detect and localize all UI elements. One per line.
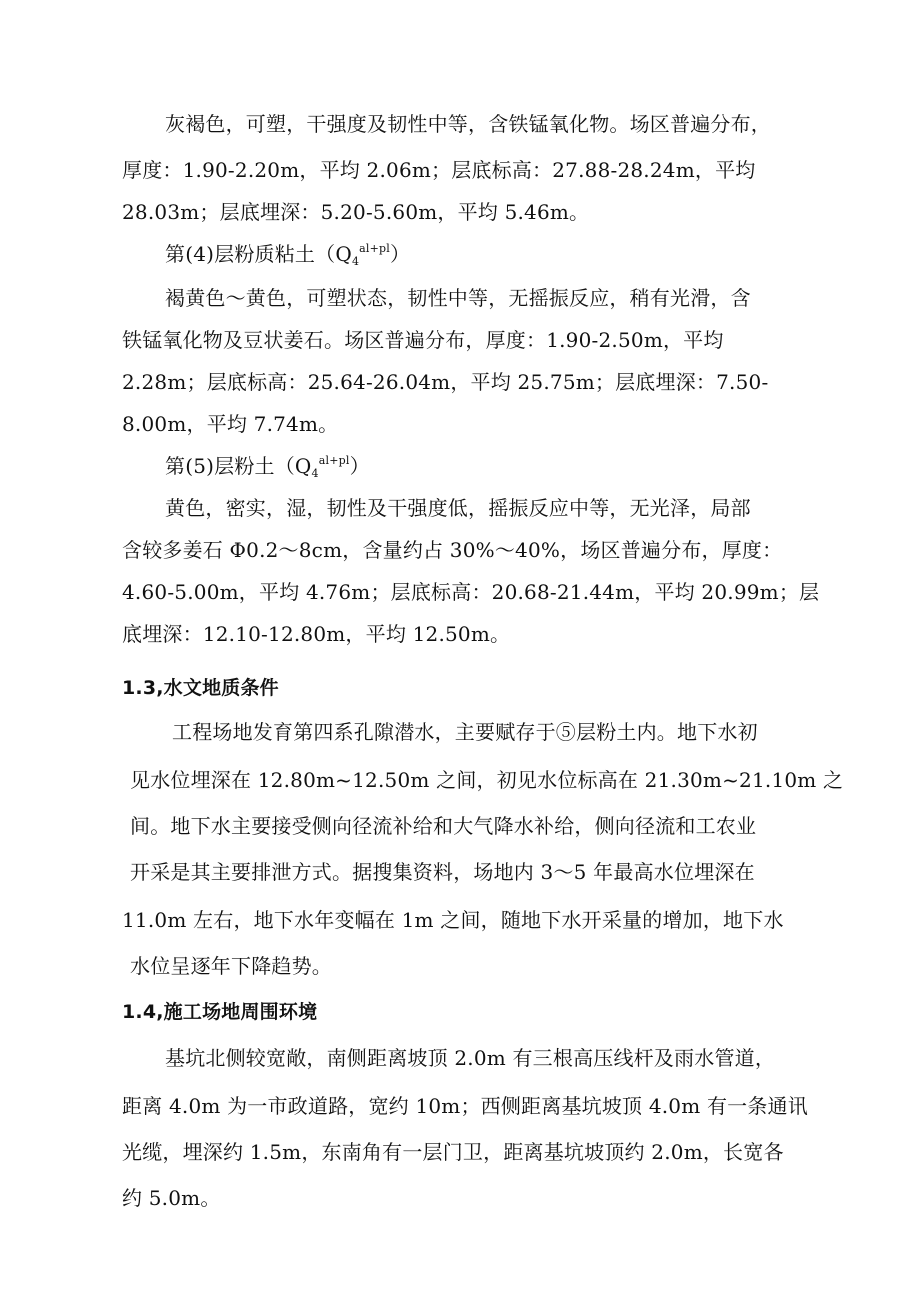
layer4-title-suffix: ） xyxy=(390,242,411,266)
layer5-title-sub: 4 xyxy=(311,467,319,480)
section-1-3-line-5: 11.0m 左右，地下水年变幅在 1m 之间，随地下水开采量的增加，地下水 xyxy=(122,908,784,932)
layer4-line-4: 8.00m，平均 7.74m。 xyxy=(122,412,339,436)
layer4-line-2: 铁锰氧化物及豆状姜石。场区普遍分布，厚度：1.90-2.50m，平均 xyxy=(122,328,724,352)
layer5-line-4: 底埋深：12.10-12.80m，平均 12.50m。 xyxy=(122,622,511,646)
section-1-3-line-6: 水位呈逐年下降趋势。 xyxy=(130,954,332,978)
layer4-line-1: 褐黄色～黄色，可塑状态，韧性中等，无摇振反应，稍有光滑，含 xyxy=(165,286,751,310)
section-1-3-line-1: 工程场地发育第四系孔隙潜水，主要赋存于⑤层粉土内。地下水初 xyxy=(172,720,758,744)
section-1-4-line-3: 光缆，埋深约 1.5m，东南角有一层门卫，距离基坑坡顶约 2.0m，长宽各 xyxy=(122,1140,784,1164)
layer4-line-3: 2.28m；层底标高：25.64-26.04m，平均 25.75m；层底埋深：7.50- xyxy=(122,370,769,394)
layer5-line-3: 4.60-5.00m，平均 4.76m；层底标高：20.68-21.44m，平均 20.99m；层 xyxy=(122,580,820,604)
layer5-title xyxy=(165,454,370,478)
section-1-4-line-4: 约 5.0m。 xyxy=(122,1186,221,1210)
layer5-line-1: 黄色，密实，湿，韧性及干强度低，摇振反应中等，无光泽，局部 xyxy=(165,496,751,520)
section-1-3-line-3: 间。地下水主要接受侧向径流补给和大气降水补给，侧向径流和工农业 xyxy=(130,814,757,838)
section-1-3-line-4: 开采是其主要排泄方式。据搜集资料，场地内 3～5 年最高水位埋深在 xyxy=(130,860,755,884)
layer3-line-3: 28.03m；层底埋深：5.20-5.60m，平均 5.46m。 xyxy=(122,200,590,224)
layer4-title xyxy=(165,242,410,266)
section-1-4-heading: 1.4,施工场地周围环境 xyxy=(122,1001,318,1023)
layer5-title-prefix: 第(5)层粉土（Q xyxy=(165,454,312,478)
section-1-3-heading: 1.3,水文地质条件 xyxy=(122,677,279,699)
section-1-4-line-2: 距离 4.0m 为一市政道路，宽约 10m；西侧距离基坑坡顶 4.0m 有一条通讯 xyxy=(122,1094,808,1118)
layer4-title-sub: 4 xyxy=(351,255,360,268)
layer5-line-2: 含较多姜石 Φ0.2～8cm，含量约占 30%～40%，场区普遍分布，厚度： xyxy=(122,538,783,562)
section-1-4-line-1: 基坑北侧较宽敞，南侧距离坡顶 2.0m 有三根高压线杆及雨水管道， xyxy=(165,1046,776,1070)
layer3-line-2: 厚度：1.90-2.20m，平均 2.06m；层底标高：27.88-28.24m，平均 xyxy=(122,158,756,182)
layer5-title-sup: al+pl xyxy=(318,454,350,467)
section-1-3-line-2: 见水位埋深在 12.80m~12.50m 之间，初见水位标高在 21.30m~21.10m 之 xyxy=(130,768,844,792)
layer4-title-sup: al+pl xyxy=(359,242,390,255)
layer5-title-suffix: ） xyxy=(349,454,370,478)
layer4-title-prefix: 第(4)层粉质粘土（Q xyxy=(165,242,352,266)
layer3-line-1: 灰褐色，可塑，干强度及韧性中等，含铁锰氧化物。场区普遍分布， xyxy=(165,112,771,136)
